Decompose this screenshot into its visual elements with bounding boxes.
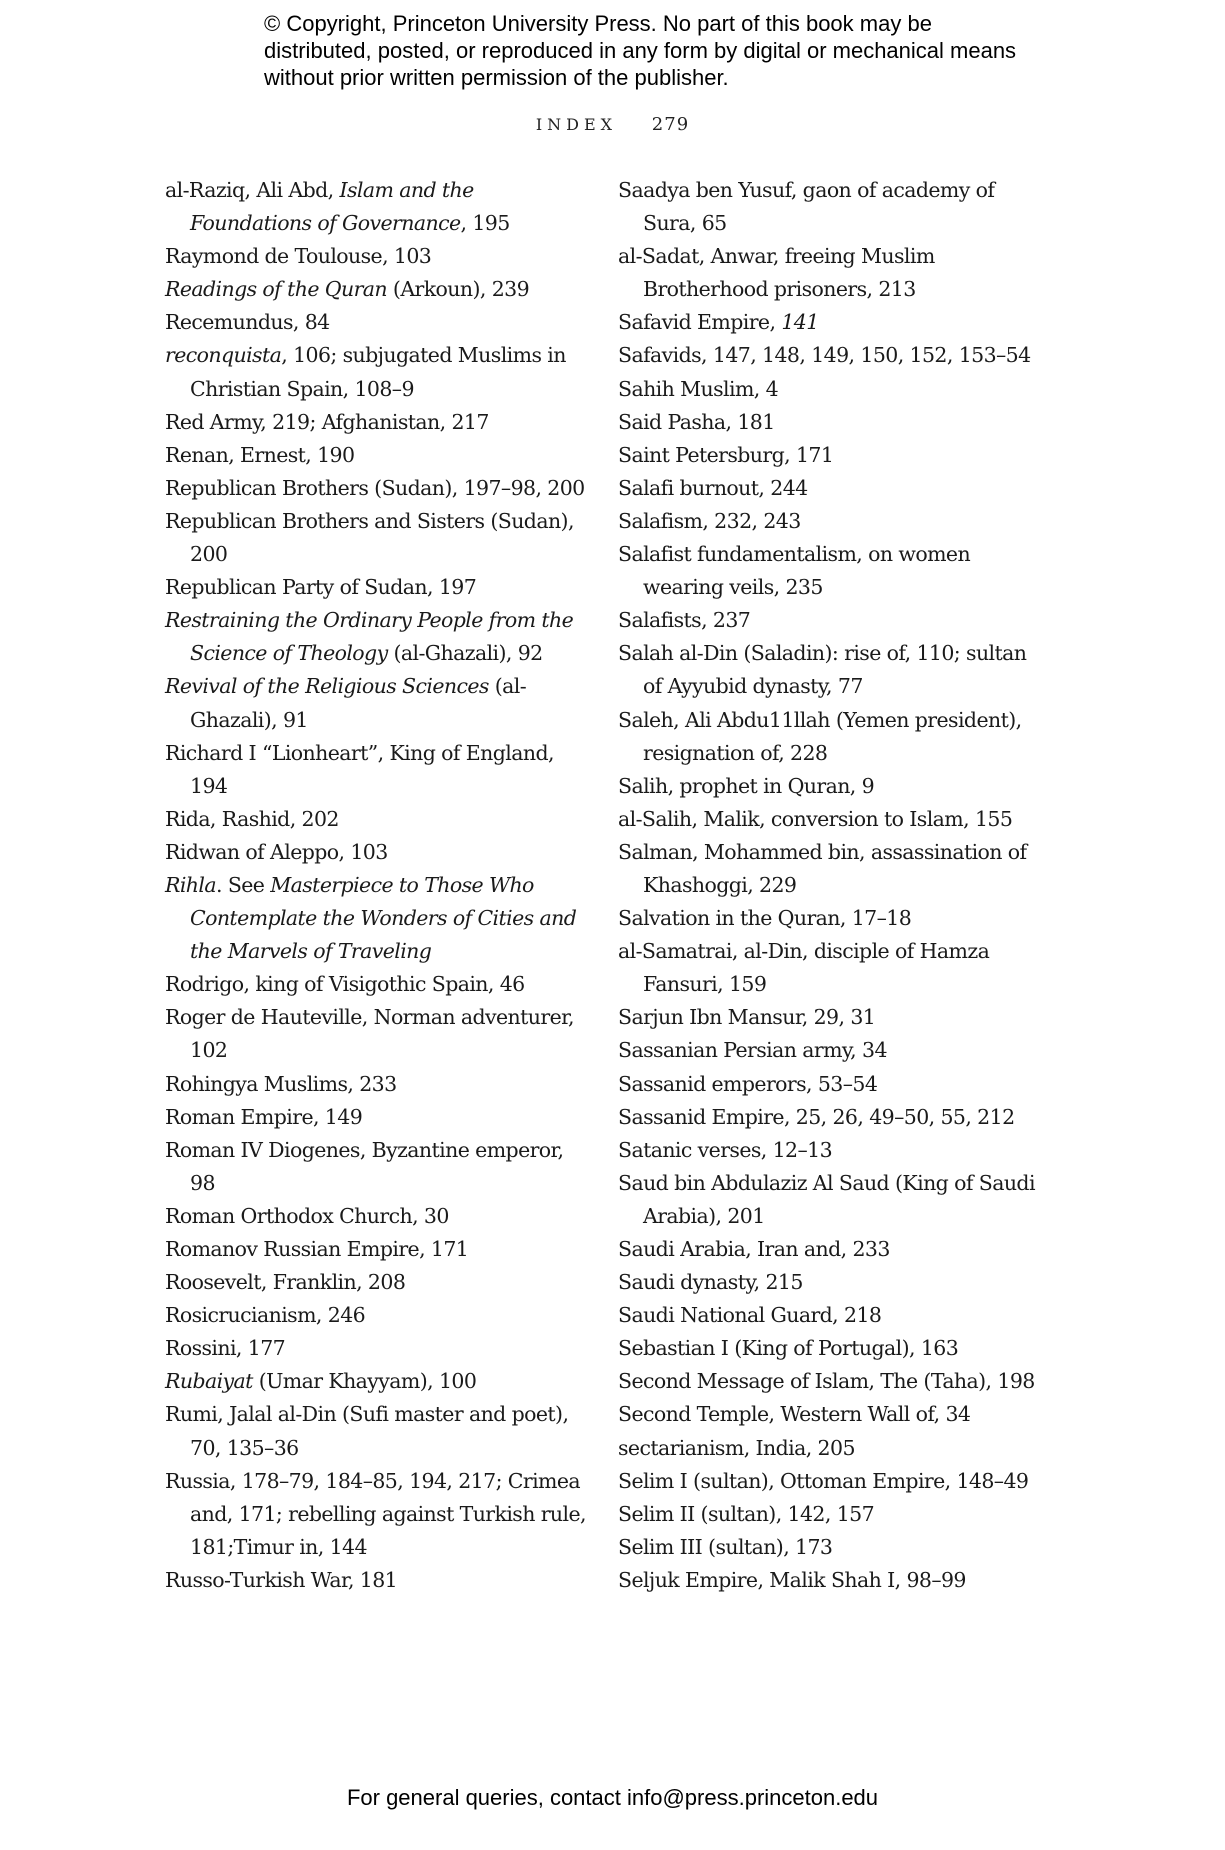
- index-entry: [618, 604, 1038, 637]
- index-entry: [165, 968, 590, 1001]
- index-entry: [165, 1398, 590, 1464]
- index-entry-text: Safavids, 147, 148, 149, 150, 152, 153–54: [618, 343, 1031, 368]
- index-entry-text: Red Army, 219; Afghanistan, 217: [165, 409, 489, 434]
- index-entry: [618, 1101, 1038, 1134]
- running-head: [0, 114, 1225, 135]
- index-entry: [618, 1564, 1038, 1597]
- index-entry: [165, 869, 590, 968]
- index-entry-text: Sassanid emperors, 53–54: [618, 1071, 878, 1096]
- index-entry: [165, 339, 590, 405]
- index-entry: [618, 1068, 1038, 1101]
- index-entry: [618, 240, 1038, 306]
- index-entry-text: Rossini, 177: [165, 1336, 286, 1361]
- index-entry: [165, 1465, 590, 1564]
- index-entry-text: , 106; subjugated Muslims in Christian Spain, 108–9: [190, 343, 566, 401]
- index-entry-italic-text: Revival of the Religious Sciences: [165, 674, 489, 699]
- index-entry: [618, 1465, 1038, 1498]
- index-entry: [618, 505, 1038, 538]
- index-entry-text: . See: [215, 872, 271, 897]
- index-entry-text: Rosicrucianism, 246: [165, 1303, 366, 1328]
- index-entry: [618, 1332, 1038, 1365]
- index-entry: [618, 803, 1038, 836]
- index-entry-text: sectarianism, India, 205: [618, 1435, 855, 1460]
- index-entry: [618, 373, 1038, 406]
- index-entry: [618, 538, 1038, 604]
- index-entry-text: Sarjun Ibn Mansur, 29, 31: [618, 1005, 876, 1030]
- index-entry: [165, 240, 590, 273]
- index-entry: [165, 604, 590, 670]
- index-entry: [618, 339, 1038, 372]
- index-entry-text: Saudi Arabia, Iran and, 233: [618, 1237, 890, 1261]
- index-entry: [618, 836, 1038, 902]
- index-entry-italic-text: reconquista: [165, 343, 282, 368]
- index-entry: [618, 174, 1038, 240]
- index-entry-text: Selim III (sultan), 173: [618, 1534, 833, 1559]
- index-entry-text: Second Message of Islam, The (Taha), 198: [618, 1369, 1035, 1394]
- index-entry: [165, 306, 590, 339]
- index-entry-text: Roger de Hauteville, Norman adventurer, 102: [165, 1005, 574, 1063]
- index-column-left: [165, 174, 590, 1597]
- index-entry: [618, 1365, 1038, 1398]
- index-entry-text: Satanic verses, 12–13: [618, 1137, 833, 1162]
- index-entry: [618, 1134, 1038, 1167]
- index-entry-text: Salah al-Din (Saladin): rise of, 110; sultan of Ayyubid dynasty, 77: [618, 641, 1027, 699]
- index-entry-text: Saleh, Ali Abdu11llah (Yemen president), resignation of, 228: [618, 707, 1022, 765]
- index-entry-text: Raymond de Toulouse, 103: [165, 244, 432, 269]
- index-entry-text: al-Sadat, Anwar, freeing Muslim Brotherhood prisoners, 213: [618, 244, 935, 302]
- index-entry-text: Russia, 178–79, 184–85, 194, 217; Crimea and, 171; rebelling against Turkish rule, 181;Timur in, 144: [165, 1468, 586, 1559]
- index-entry: [618, 1233, 1038, 1266]
- index-entry: [165, 1001, 590, 1067]
- index-entry-text: Russo-Turkish War, 181: [165, 1567, 398, 1592]
- index-entry-text: Republican Brothers (Sudan), 197–98, 200: [165, 475, 585, 500]
- index-entry-text: Salafist fundamentalism, on women wearing veils, 235: [618, 542, 971, 600]
- index-entry: [165, 737, 590, 803]
- running-head-label: INDEX: [535, 115, 618, 134]
- index-entry: [618, 704, 1038, 770]
- index-entry: [165, 1200, 590, 1233]
- index-entry: [165, 1233, 590, 1266]
- index-entry-text: Sebastian I (King of Portugal), 163: [618, 1336, 959, 1361]
- index-entry: [618, 770, 1038, 803]
- index-entry-text: Seljuk Empire, Malik Shah I, 98–99: [618, 1567, 966, 1592]
- index-entry-italic-text: 141: [781, 310, 819, 335]
- index-entry-text: Romanov Russian Empire, 171: [165, 1237, 469, 1261]
- index-entry: [165, 1266, 590, 1299]
- index-entry: [165, 571, 590, 604]
- index-entry: [618, 1531, 1038, 1564]
- index-entry: [165, 1134, 590, 1200]
- index-entry-text: Selim I (sultan), Ottoman Empire, 148–49: [618, 1468, 1029, 1493]
- copyright-notice: © Copyright, Princeton University Press. No part of this book may be distributed, posted, or reproduced in any form by digital or mechanical means without prior written permission of the publisher.: [264, 11, 1017, 90]
- index-entry-text: Second Temple, Western Wall of, 34: [618, 1402, 971, 1427]
- index-entry: [165, 472, 590, 505]
- index-entry-text: Salafi burnout, 244: [618, 475, 808, 500]
- index-entry-text: Sahih Muslim, 4: [618, 376, 779, 401]
- index-entry: [618, 472, 1038, 505]
- index-entry-text: Rumi, Jalal al-Din (Sufi master and poet), 70, 135–36: [165, 1402, 569, 1460]
- index-entry-text: (Arkoun), 239: [387, 277, 530, 302]
- index-entry: [618, 1266, 1038, 1299]
- index-entry: [165, 1365, 590, 1398]
- index-entry-text: Saadya ben Yusuf, gaon of academy of Sura, 65: [618, 178, 995, 236]
- index-entry-italic-text: Masterpiece to Those Who Contemplate the Wonders of Cities and the Marvels of Traveling: [190, 872, 577, 964]
- index-entry-text: Roman IV Diogenes, Byzantine emperor, 98: [165, 1137, 564, 1195]
- index-entry-text: Roosevelt, Franklin, 208: [165, 1270, 406, 1295]
- index-entry-text: (Umar Khayyam), 100: [252, 1369, 477, 1394]
- index-entry-text: Roman Empire, 149: [165, 1104, 363, 1129]
- index-entry-text: Sassanian Persian army, 34: [618, 1038, 887, 1063]
- index-entry: [165, 174, 590, 240]
- contact-footer: For general queries, contact info@press.princeton.edu: [346, 1785, 879, 1810]
- index-entry-text: Rodrigo, king of Visigothic Spain, 46: [165, 972, 525, 997]
- index-entry-text: Safavid Empire,: [618, 310, 782, 335]
- index-entry-text: Renan, Ernest, 190: [165, 442, 355, 467]
- index-entry: [165, 803, 590, 836]
- index-entry-italic-text: Rubaiyat: [165, 1369, 253, 1394]
- index-entry: [618, 1498, 1038, 1531]
- index-entry: [618, 1001, 1038, 1034]
- index-entry-text: Saud bin Abdulaziz Al Saud (King of Saudi Arabia), 201: [618, 1170, 1035, 1228]
- index-entry-text: Salman, Mohammed bin, assassination of Khashoggi, 229: [618, 839, 1027, 897]
- index-entry-italic-text: Islam and the Foundations of Governance: [190, 178, 474, 236]
- index-entry-text: Roman Orthodox Church, 30: [165, 1203, 449, 1228]
- index-entry-text: al-Raziq, Ali Abd,: [165, 178, 340, 202]
- index-entry: [618, 935, 1038, 1001]
- index-entry-italic-text: Readings of the Quran: [165, 277, 387, 302]
- index-entry: [165, 836, 590, 869]
- index-entry: [165, 1332, 590, 1365]
- index-entry-text: Republican Party of Sudan, 197: [165, 575, 477, 600]
- index-entry-text: Saudi dynasty, 215: [618, 1270, 803, 1295]
- index-entry-text: Rida, Rashid, 202: [165, 806, 339, 831]
- index-entry: [618, 1398, 1038, 1431]
- index-entry-text: Said Pasha, 181: [618, 409, 775, 434]
- index-entry-text: Salafists, 237: [618, 608, 751, 633]
- index-entry-italic-text: Restraining the Ordinary People from the Science of Theology: [165, 608, 574, 666]
- index-entry-text: Saint Petersburg, 171: [618, 442, 834, 467]
- index-entry: [618, 1034, 1038, 1067]
- index-entry: [165, 1299, 590, 1332]
- index-entry-text: Sassanid Empire, 25, 26, 49–50, 55, 212: [618, 1104, 1015, 1129]
- index-entry: [165, 1564, 590, 1597]
- index-entry: [618, 439, 1038, 472]
- index-column-right: [618, 174, 1038, 1597]
- index-entry-text: Rohingya Muslims, 233: [165, 1071, 397, 1096]
- index-entry-text: (al-Ghazali), 91: [190, 674, 527, 732]
- index-entry-text: Ridwan of Aleppo, 103: [165, 839, 388, 864]
- index-entry: [165, 439, 590, 472]
- index-entry: [618, 1299, 1038, 1332]
- index-entry-text: Richard I “Lionheart”, King of England, 194: [165, 740, 554, 798]
- index-entry-italic-text: Rihla: [165, 872, 216, 897]
- index-entry: [618, 406, 1038, 439]
- index-entry: [618, 902, 1038, 935]
- index-entry: [165, 670, 590, 736]
- index-entry: [165, 505, 590, 571]
- index-entry-text: Salvation in the Quran, 17–18: [618, 906, 912, 931]
- index-entry-text: , 195: [460, 211, 510, 236]
- index-entry: [618, 1167, 1038, 1233]
- index-entry: [165, 1068, 590, 1101]
- index-entry-text: Salih, prophet in Quran, 9: [618, 773, 875, 798]
- page-number: 279: [651, 114, 690, 135]
- index-entry-text: Recemundus, 84: [165, 310, 330, 335]
- index-entry-text: Saudi National Guard, 218: [618, 1303, 882, 1328]
- index-entry: [165, 273, 590, 306]
- index-entry: [618, 1432, 1038, 1465]
- index-entry: [618, 306, 1038, 339]
- index-entry: [165, 1101, 590, 1134]
- index-entry-text: (al-Ghazali), 92: [387, 641, 543, 666]
- index-entry-text: Salafism, 232, 243: [618, 508, 801, 533]
- index-entry-text: Selim II (sultan), 142, 157: [618, 1501, 875, 1526]
- index-entry-text: al-Salih, Malik, conversion to Islam, 155: [618, 806, 1013, 831]
- index-entry-text: al-Samatrai, al-Din, disciple of Hamza Fansuri, 159: [618, 939, 990, 997]
- index-entry-text: Republican Brothers and Sisters (Sudan), 200: [165, 508, 574, 567]
- index-entry: [618, 637, 1038, 703]
- index-entry: [165, 406, 590, 439]
